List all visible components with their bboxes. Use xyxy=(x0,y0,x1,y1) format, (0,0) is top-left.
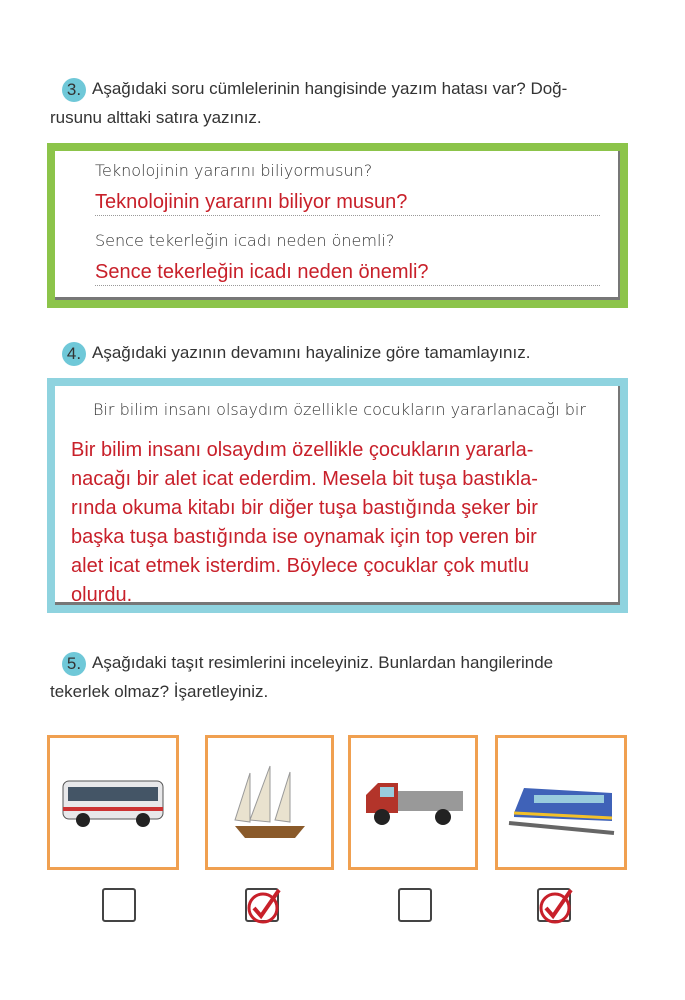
question-number: 3. xyxy=(62,78,86,102)
answer-box-q4 xyxy=(47,378,628,613)
answer-line: rında okuma kitabı bir diğer tuşa bastığında şeker bir xyxy=(71,497,538,519)
checkbox-train[interactable] xyxy=(537,888,571,922)
truck-icon xyxy=(358,773,468,833)
instruction: Aşağıdaki yazının devamını hayalinize göre tamamlayınız. xyxy=(92,343,531,362)
ship-image xyxy=(205,735,334,870)
answer-line: alet icat etmek isterdim. Böylece çocuklar çok mutlu xyxy=(71,555,529,577)
question-4 xyxy=(62,338,645,367)
answer-paragraph[interactable] xyxy=(71,436,600,610)
truck-image xyxy=(348,735,478,870)
answer-line[interactable]: Teknolojinin yararını biliyor musun? xyxy=(95,189,600,216)
question-3 xyxy=(50,74,645,132)
instruction: Aşağıdaki taşıt resimlerini inceleyiniz. Bunlardan hangilerinde xyxy=(92,653,554,672)
question-5 xyxy=(50,648,645,706)
checkbox-bus[interactable] xyxy=(102,888,136,922)
prompt: Teknolojinin yararını biliyormusun? xyxy=(95,161,373,180)
answer-line: Bir bilim insanı olsaydım özellikle çocukların yararla- xyxy=(71,439,534,461)
question-number: 5. xyxy=(62,652,86,676)
answer-line: olurdu. xyxy=(71,584,133,606)
checkbox-truck[interactable] xyxy=(398,888,432,922)
prompt: Sence tekerleğin icadı neden önemli? xyxy=(95,231,395,250)
answer-line: başka tuşa bastığında ise oynamak için top veren bir xyxy=(71,526,537,548)
question-number: 4. xyxy=(62,342,86,366)
instruction: rusunu alttaki satıra yazınız. xyxy=(50,108,262,127)
prompt: Bir bilim insanı olsaydım özellikle cocukların yararlanacağı bir xyxy=(93,400,586,419)
sailing-ship-icon xyxy=(220,758,320,848)
checkbox-ship[interactable] xyxy=(245,888,279,922)
answer-box-q3 xyxy=(47,143,628,308)
checkmark-icon xyxy=(245,884,285,926)
bus-image xyxy=(47,735,179,870)
train-image xyxy=(495,735,627,870)
train-icon xyxy=(504,763,619,843)
bus-icon xyxy=(58,773,168,833)
answer-line: nacağı bir alet icat ederdim. Mesela bit tuşa bastıkla- xyxy=(71,468,538,490)
instruction: Aşağıdaki soru cümlelerinin hangisinde yazım hatası var? Doğ- xyxy=(92,79,568,98)
answer-line[interactable]: Sence tekerleğin icadı neden önemli? xyxy=(95,259,600,286)
instruction: tekerlek olmaz? İşaretleyiniz. xyxy=(50,682,269,701)
checkmark-icon xyxy=(537,884,577,926)
